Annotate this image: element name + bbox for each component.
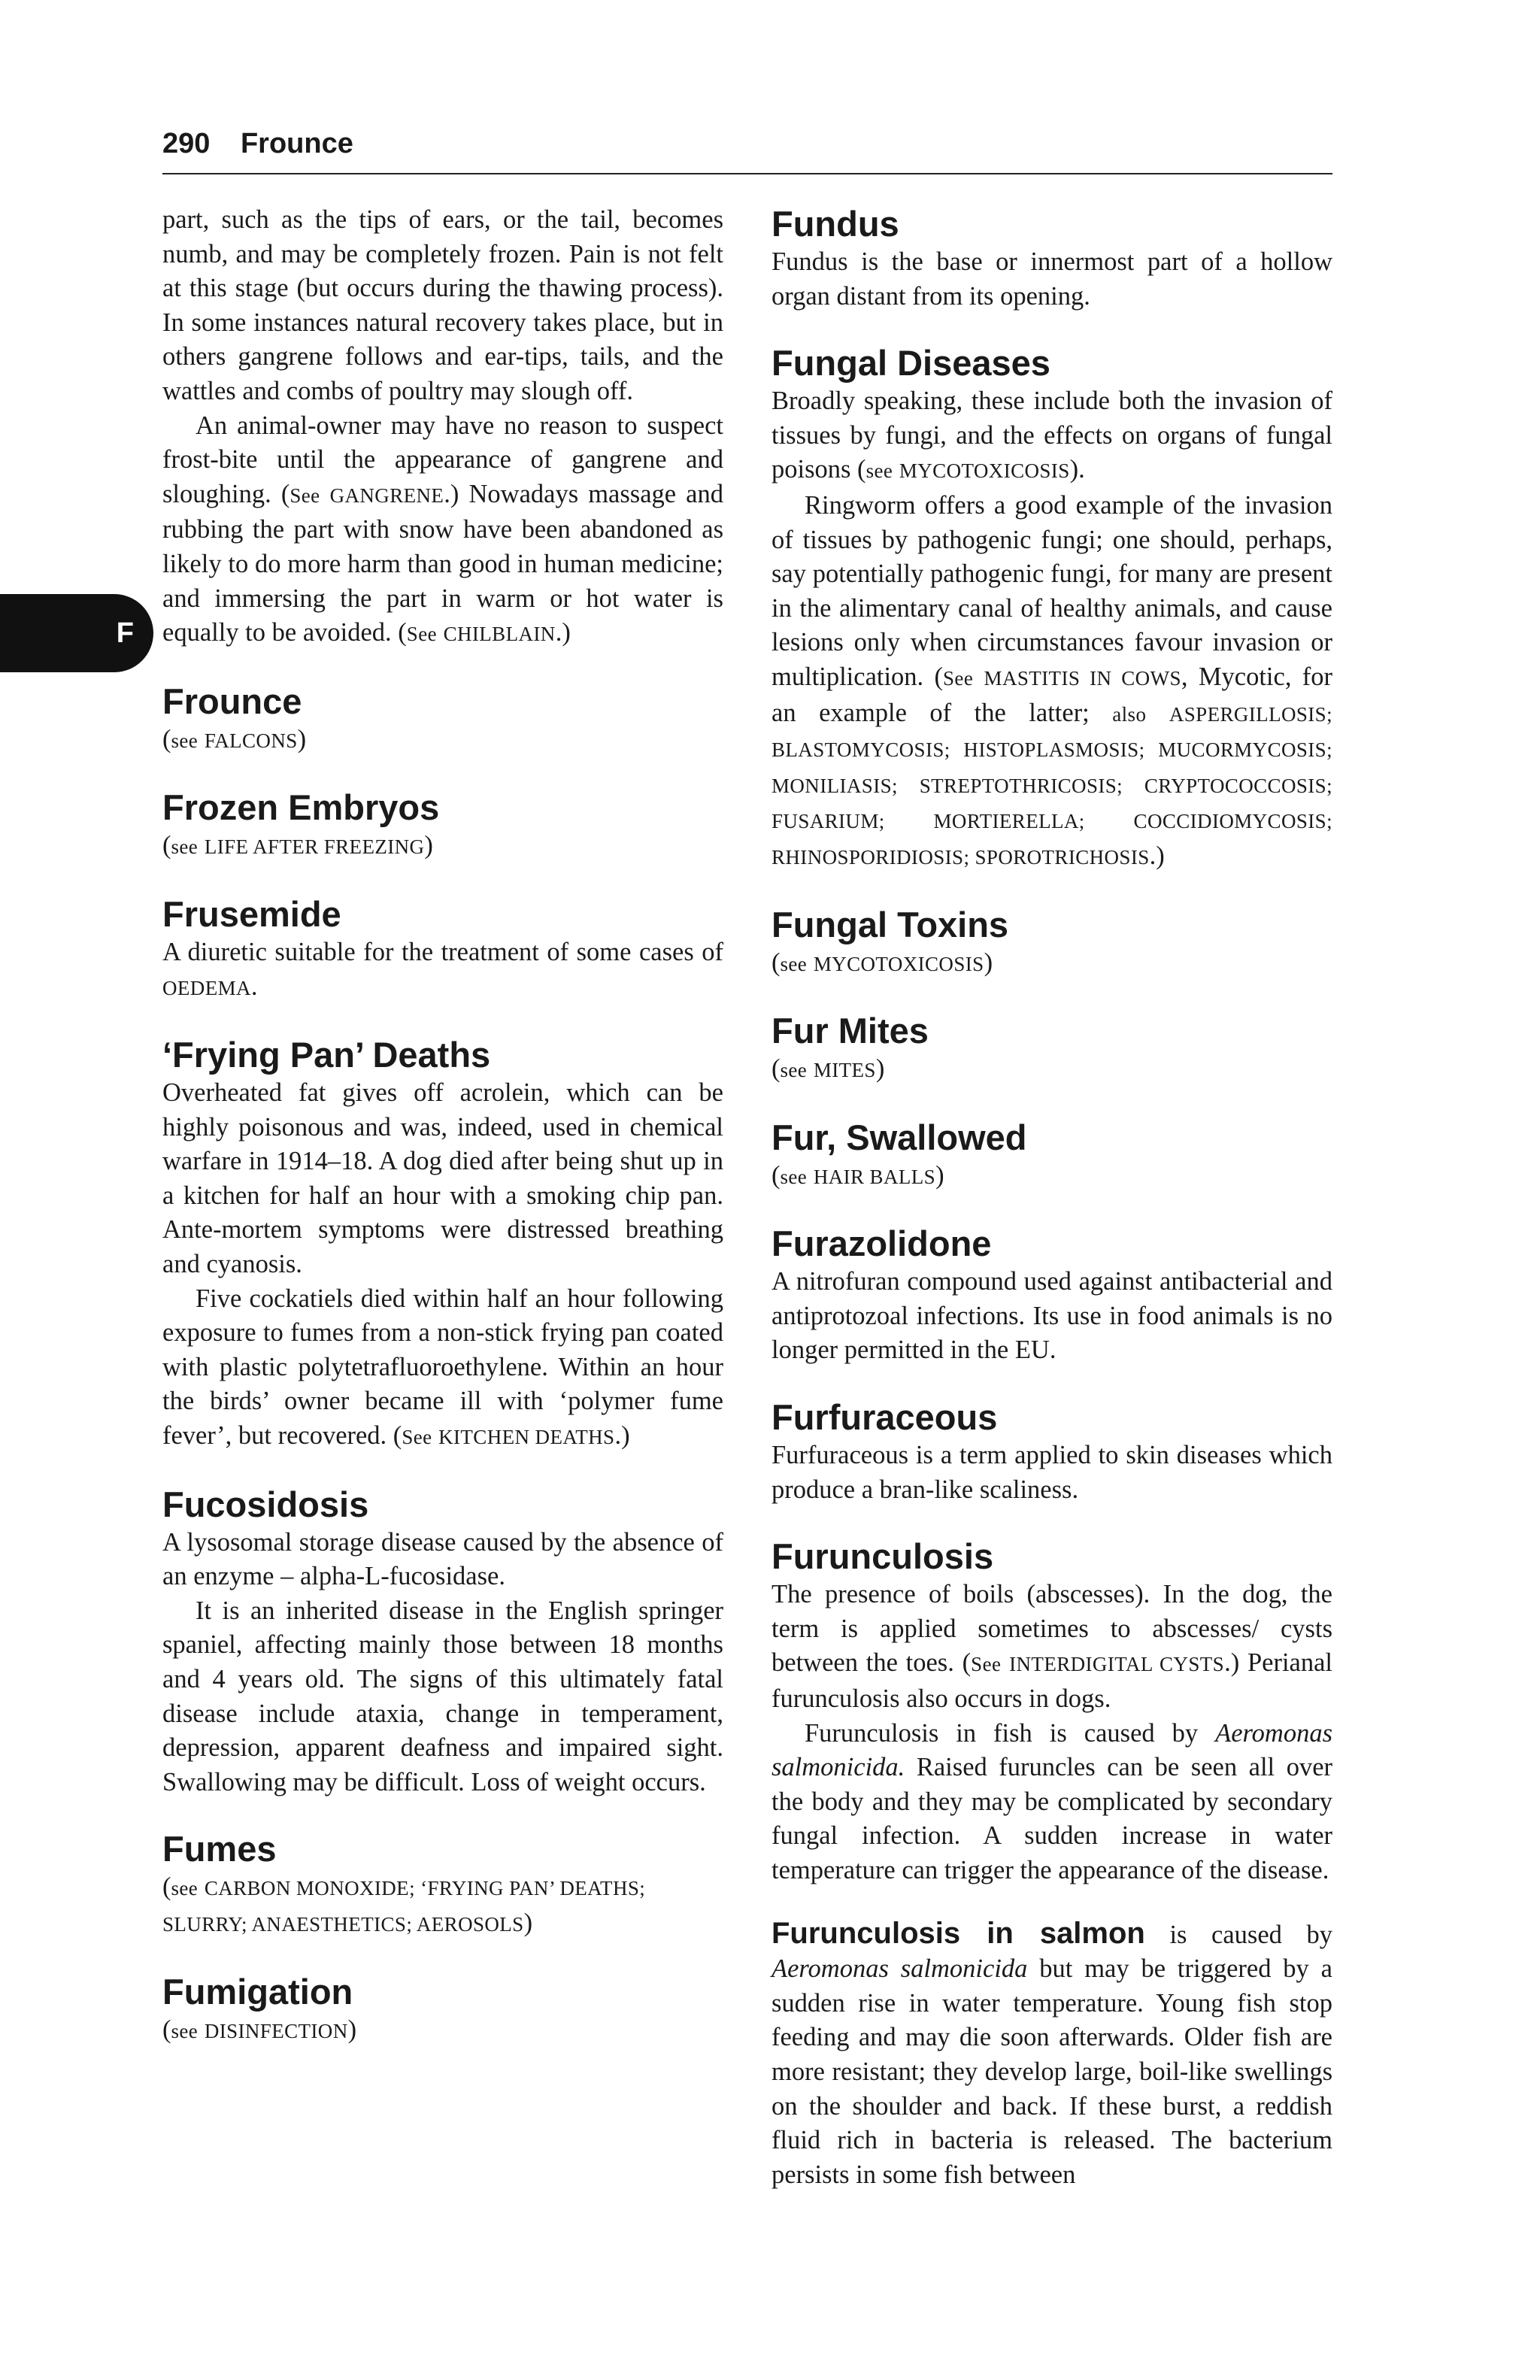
paragraph: Five cockatiels died within half an hour following exposure to fumes from a non-stick frying pan coated with plastic polytetrafluoroethylene. Within an hour the birds’ owner became ill with ‘polymer fume fever’, but recovered. (See KITCHEN DEATHS.) [162, 1284, 723, 1451]
entry-furazolidone [772, 1223, 1332, 1368]
paragraph: Overheated fat gives off acrolein, which can be highly poisonous and was, indeed, used in chemical warfare in 1914–18. A dog died after being shut up in a kitchen for half an hour with a smoking chip pan. Ante-mortem symptoms were distressed breathing and cyanosis. [162, 1078, 723, 1279]
entry-heading: Furfuraceous [772, 1397, 998, 1438]
thumb-index-tab [0, 594, 153, 672]
cross-reference: MYCOTOXICOSIS [899, 459, 1070, 483]
entry-heading: Furazolidone [772, 1223, 992, 1264]
cross-reference: OEDEMA [162, 976, 251, 999]
entry-heading: Furunculosis [772, 1536, 994, 1577]
see-reference: (see DISINFECTION) [162, 2015, 357, 2044]
entry-heading: Fumigation [162, 1971, 353, 2012]
paragraph: Furfuraceous is a term applied to skin diseases which produce a bran-like scaliness. [772, 1441, 1332, 1504]
see-reference: (see MITES) [772, 1054, 885, 1084]
cross-reference: GANGRENE [329, 484, 444, 507]
cross-reference: MASTITIS IN COWS [984, 666, 1181, 690]
see-reference: (see LIFE AFTER FREEZING) [162, 831, 433, 860]
paragraph: Furunculosis in fish is caused by Aeromonas salmonicida. Raised furuncles can be seen all over the body and they may be complicated by secondary fungal infection. A sudden increase in water temperature can trigger the appearance of the disease. [772, 1718, 1332, 1884]
page-number: 290 [162, 128, 211, 159]
paragraph: A nitrofuran compound used against antibacterial and antiprotozoal infections. Its use in food animals is no longer permitted in the EU. [772, 1267, 1332, 1365]
see-reference: (see HAIR BALLS) [772, 1160, 944, 1190]
entry-frounce [162, 681, 723, 759]
entry-fur-swallowed [772, 1117, 1332, 1195]
entry-fucosidosis [162, 1484, 723, 1800]
entry-frusemide [162, 893, 723, 1005]
entry-frying-pan-deaths [162, 1034, 723, 1455]
entry-heading: Frounce [162, 681, 302, 721]
paragraph: The presence of boils (abscesses). In the dog, the term is applied sometimes to abscesses/ cysts between the toes. (See INTERDIGITAL CYSTS.) Perianal furunculosis also occurs in dogs. [772, 1580, 1333, 1714]
entry-heading: Fur, Swallowed [772, 1117, 1027, 1157]
entry-continued [162, 203, 723, 652]
paragraph: It is an inherited disease in the English springer spaniel, affecting mainly those between 18 months and 4 years old. The signs of this ultimately fatal disease include ataxia, change in temperament, depression, apparent deafness and impaired sight. Swallowing may be difficult. Loss of weight occurs. [162, 1596, 723, 1796]
entry-heading: Frusemide [162, 893, 341, 934]
paragraph: part, such as the tips of ears, or the tail, becomes numb, and may be completely frozen. Pain is not felt at this stage (but occurs during the thawing process). In some instances natural recovery takes place, but in others gangrene follows and ear-tips, tails, and the wattles and combs of poultry may slough off. [162, 205, 723, 405]
paragraph: Broadly speaking, these include both the invasion of tissues by fungi, and the effects on organs of fungal poisons (see MYCOTOXICOSIS). [772, 387, 1332, 484]
paragraph: A diuretic suitable for the treatment of some cases of OEDEMA. [162, 937, 723, 1001]
paragraph: Furunculosis in salmon is caused by Aeromonas salmonicida but may be triggered by a sudden rise in water temperature. Young fish stop feeding and may die soon afterwards. Older fish are more resistant; they develop large, boil-like swellings on the shoulder and back. If these burst, a reddish fluid rich in bacteria is released. The bacterium persists in some fish between [772, 1916, 1332, 2189]
header-rule [162, 173, 1332, 174]
entry-heading: Fungal Diseases [772, 343, 1050, 384]
entry-heading: Fucosidosis [162, 1484, 369, 1524]
entry-fumigation [162, 1971, 723, 2049]
entry-fumes [162, 1828, 723, 1942]
entry-heading: Fumes [162, 1829, 277, 1869]
paragraph: An animal-owner may have no reason to suspect frost-bite until the appearance of gangrene and sloughing. (See GANGRENE.) Nowadays massage and rubbing the part with snow have been abandoned as likely to do more harm than good in human medicine; and immersing the part in warm or hot water is equally to be avoided. (See CHILBLAIN.) [162, 411, 723, 647]
paragraph: Fundus is the base or innermost part of a hollow organ distant from its opening. [772, 247, 1332, 311]
entry-heading: Frozen Embryos [162, 787, 440, 828]
entry-furfuraceous [772, 1396, 1332, 1507]
running-title: Frounce [240, 128, 353, 159]
entry-heading: Fundus [772, 204, 899, 244]
entry-heading: Fungal Toxins [772, 904, 1009, 944]
entry-fundus [772, 203, 1332, 314]
entry-heading: ‘Frying Pan’ Deaths [162, 1035, 491, 1075]
cross-reference: ASPERGILLOSIS; BLASTOMYCOSIS; HISTOPLASMOSIS; MUCORMYCOSIS; MONILIASIS; STREPTOTHRICOSIS; CRYPTOCOCCOSIS; FUSARIUM; MORTIERELLA; COCCIDIOMYCOSIS; RHINOSPORIDIOSIS; SPOROTRICHOSIS [772, 702, 1332, 869]
see-reference: (see FALCONS) [162, 724, 307, 753]
thumb-tab-letter: F [116, 617, 134, 649]
right-column [772, 203, 1332, 2192]
cross-reference: CHILBLAIN [443, 623, 556, 646]
see-reference: (see CARBON MONOXIDE; ‘FRYING PAN’ DEATHS; SLURRY; ANAESTHETICS; AEROSOLS) [162, 1872, 646, 1937]
left-column [162, 203, 723, 2048]
entry-furunculosis [772, 1536, 1332, 1887]
cross-reference: INTERDIGITAL CYSTS [1009, 1653, 1225, 1676]
entry-furunculosis-in-salmon [772, 1917, 1332, 2193]
paragraph: Ringworm offers a good example of the invasion of tissues by pathogenic fungi; one should, perhaps, say potentially pathogenic fungi, for many are present in the alimentary canal of healthy animals, and cause lesions only when circumstances favour invasion or multiplication. (See MASTITIS IN COWS, Mycotic, for an example of the latter; also ASPERGILLOSIS; BLASTOMYCOSIS; HISTOPLASMOSIS; MUCORMYCOSIS; MONILIASIS; STREPTOTHRICOSIS; CRYPTOCOCCOSIS; FUSARIUM; MORTIERELLA; COCCIDIOMYCOSIS; RHINOSPORIDIOSIS; SPOROTRICHOSIS.) [772, 490, 1333, 870]
see-reference: (see MYCOTOXICOSIS) [772, 947, 993, 977]
entry-fungal-diseases [772, 342, 1332, 875]
entry-fungal-toxins [772, 904, 1332, 982]
running-head [162, 126, 1332, 161]
entry-fur-mites [772, 1010, 1332, 1088]
run-in-heading: Furunculosis in salmon [772, 1916, 1145, 1950]
cross-reference: KITCHEN DEATHS [438, 1426, 615, 1449]
entry-heading: Fur Mites [772, 1011, 929, 1051]
entry-frozen-embryos [162, 787, 723, 865]
paragraph: A lysosomal storage disease caused by the absence of an enzyme – alpha-L-fucosidase. [162, 1527, 723, 1591]
